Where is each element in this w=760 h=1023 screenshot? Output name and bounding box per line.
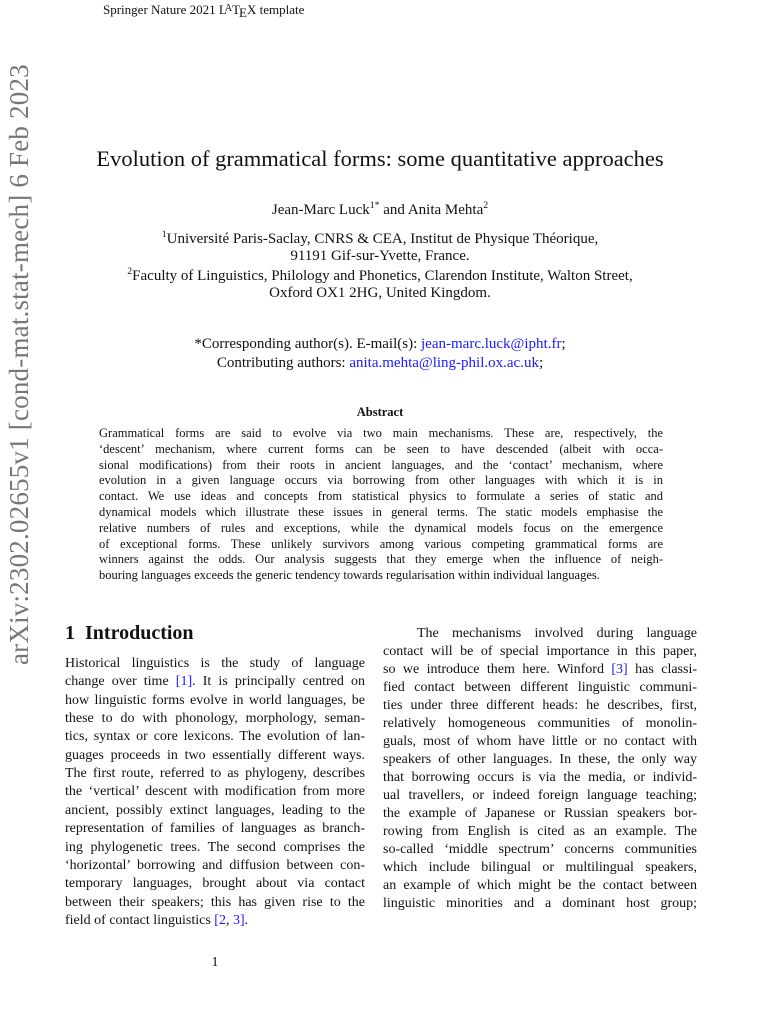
text-segment: the ‘vertical’ descent with modification from more <box>65 784 365 800</box>
abstract-line: ‘descent’ mechanism, where current forms can be seen to have descended (albeit with occa- <box>99 441 663 456</box>
citation-link[interactable]: [3] <box>611 662 628 677</box>
text-segment: linguistic minorities and a dominant host group; <box>383 896 697 911</box>
text-segment: . It is principally centred on <box>192 674 366 690</box>
author-2-sup: 2 <box>483 200 489 211</box>
body-line <box>65 840 365 856</box>
text-segment: , <box>225 912 233 928</box>
author-1: Jean-Marc Luck <box>271 202 370 218</box>
body-line <box>383 842 697 858</box>
abstract-line: relative numbers of rules and exceptions, while the dynamical models focus on the emergence <box>99 520 663 535</box>
running-header: Springer Nature 2021 $L^ATEX$ template <box>103 2 305 20</box>
text-segment: which include bilingual or multilingual speakers, <box>383 860 697 875</box>
sep: ; <box>561 336 566 352</box>
text-segment: between their speakers; this has given rise to the <box>65 894 365 910</box>
body-line <box>383 716 697 732</box>
aff-sup: 2 <box>127 266 133 277</box>
citation-link[interactable]: [1] <box>175 674 193 690</box>
body-line <box>383 824 697 840</box>
body-line <box>65 766 365 782</box>
author-1-sup: 1* <box>369 200 380 211</box>
aff-sup: 1 <box>161 229 167 240</box>
aff-line: Faculty of Linguistics, Philology and Phonetics, Clarendon Institute, Walton Street, <box>132 268 633 284</box>
text-segment: tics, syntax or core lexicons. The evolution of lan- <box>65 729 365 745</box>
affiliation-1 <box>0 229 760 248</box>
text-segment: speakers of other languages. In these, the only way <box>383 752 697 767</box>
text-segment: Historical linguistics is the study of language <box>65 656 365 671</box>
abstract-line: winners against the odds. Our analysis suggests that they emerge when the influence of neigh- <box>99 552 663 567</box>
text-segment: ual travellers, or indeed foreign language teaching; <box>383 788 697 803</box>
body-line <box>65 803 365 819</box>
text-segment: ancient, possibly extinct languages, leading to the <box>65 802 365 818</box>
text-segment: ‘horizontal’ borrowing and diffusion between con- <box>65 857 365 873</box>
affiliation-1-line2: 91191 Gif-sur-Yvette, France. <box>290 248 470 264</box>
text-segment: change over time <box>65 674 176 690</box>
text-segment: how linguistic forms evolve in world languages, be <box>65 692 365 708</box>
text-segment: has classi- <box>627 662 697 677</box>
abstract-line: bouring languages exceeds the generic tendency towards regularisation within individual languages. <box>99 568 600 583</box>
body-line <box>383 662 697 678</box>
sep: ; <box>538 355 544 371</box>
body-line <box>383 626 697 642</box>
body-line <box>65 913 365 929</box>
body-line <box>383 806 697 822</box>
author-and: and <box>379 202 408 218</box>
body-line <box>383 680 697 696</box>
aff-line: Université Paris-Saclay, CNRS & CEA, Institut de Physique Théorique, <box>166 231 599 247</box>
corr-label: *Corresponding author(s). E-mail(s): <box>194 336 422 352</box>
body-line <box>383 788 697 804</box>
body-line <box>65 693 365 709</box>
text-segment: relatively homogeneous communities of monolin- <box>383 716 697 731</box>
body-line <box>383 896 697 912</box>
paper-title: Evolution of grammatical forms: some quantitative approaches <box>96 146 664 171</box>
page-number: 1 <box>211 955 219 970</box>
abstract-line: of exceptional forms. These unlikely survivors among various competing grammatical forms are <box>99 536 663 551</box>
contributing-authors <box>0 355 760 372</box>
body-line <box>65 821 365 837</box>
body-line <box>383 878 697 894</box>
body-line <box>65 784 365 800</box>
body-line <box>65 858 365 874</box>
authors <box>0 200 760 219</box>
arxiv-stamp[interactable]: arXiv:2302.02655v1 [cond-mat.stat-mech] 6 Feb 2023 <box>4 64 34 665</box>
text-segment: . <box>244 912 249 928</box>
email-link[interactable]: jean-marc.luck@ipht.fr <box>421 336 562 352</box>
body-line <box>383 734 697 750</box>
text-segment: field of contact linguistics <box>65 912 215 928</box>
section-heading <box>65 622 194 645</box>
abstract-line: dynamical models which illustrate these issues in general terms. The static models emphasise the <box>99 505 663 519</box>
text-segment: an example of which might be the contact between <box>383 878 697 893</box>
abstract-line: contact. We use ideas and concepts from statistical physics to formulate a series of static and <box>99 489 663 504</box>
body-line <box>65 876 365 892</box>
corresponding-author <box>0 336 760 353</box>
author-2: Anita Mehta <box>407 202 484 218</box>
body-line <box>65 711 365 727</box>
text-segment: so-called ‘middle spectrum’ concerns communities <box>383 842 697 857</box>
text-segment: representation of families of languages as branch- <box>65 821 365 837</box>
citation-link[interactable]: 3] <box>232 912 245 928</box>
body-line <box>383 698 697 714</box>
body-line <box>65 748 365 764</box>
text-segment: ing phylogenetic trees. The second comprises the <box>65 839 365 855</box>
body-line <box>383 752 697 768</box>
section-title: Introduction <box>85 622 194 644</box>
text-segment: ties under three different heads: he describes, first, <box>383 698 697 713</box>
body-line <box>383 770 697 786</box>
abstract-line: sional modifications) from their roots in ancient languages, and the ‘contact’ mechanism, where <box>99 457 663 472</box>
body-line <box>65 729 365 745</box>
text-segment: guals, most of whom have little or no contact with <box>383 734 697 749</box>
text-segment: these to do with phonology, morphology, seman- <box>65 711 365 727</box>
text-segment: so we introduce them here. Winford <box>383 662 612 677</box>
abstract-line: Grammatical forms are said to evolve via two main mechanisms. These are, respectively, the <box>99 426 663 440</box>
abstract-line: evolution in a given language occurs via borrowing from other languages with which it is in <box>99 473 663 488</box>
text-segment: that borrowing occurs is via the media, or individ- <box>383 770 697 785</box>
citation-link[interactable]: [2 <box>214 912 226 928</box>
text-segment: The mechanisms involved during language <box>417 626 697 641</box>
section-number: 1 <box>65 622 75 644</box>
body-line <box>65 674 365 690</box>
text-segment: rowing from English is cited as an example. The <box>383 824 697 839</box>
text-segment: contact will be of special importance in this paper, <box>383 644 697 659</box>
affiliation-2-line2: Oxford OX1 2HG, United Kingdom. <box>269 285 491 301</box>
body-line <box>65 895 365 911</box>
text-segment: The first route, referred to as phylogeny, describes <box>65 766 365 782</box>
text-segment: guages proceeds in two essentially different ways. <box>65 747 365 763</box>
abstract-title: Abstract <box>356 405 404 419</box>
body-line <box>383 644 697 660</box>
body-line <box>383 860 697 876</box>
text-segment: fied contact between different linguistic communi- <box>383 680 697 695</box>
affiliation-2 <box>0 266 760 285</box>
text-segment: temporary languages, brought about via contact <box>65 876 365 892</box>
contrib-label: Contributing authors: <box>216 355 350 371</box>
text-segment: the example of Japanese or Russian speakers bor- <box>383 806 697 821</box>
body-line <box>65 656 365 672</box>
contrib-email-link[interactable]: anita.mehta@ling-phil.ox.ac.uk <box>349 355 539 371</box>
